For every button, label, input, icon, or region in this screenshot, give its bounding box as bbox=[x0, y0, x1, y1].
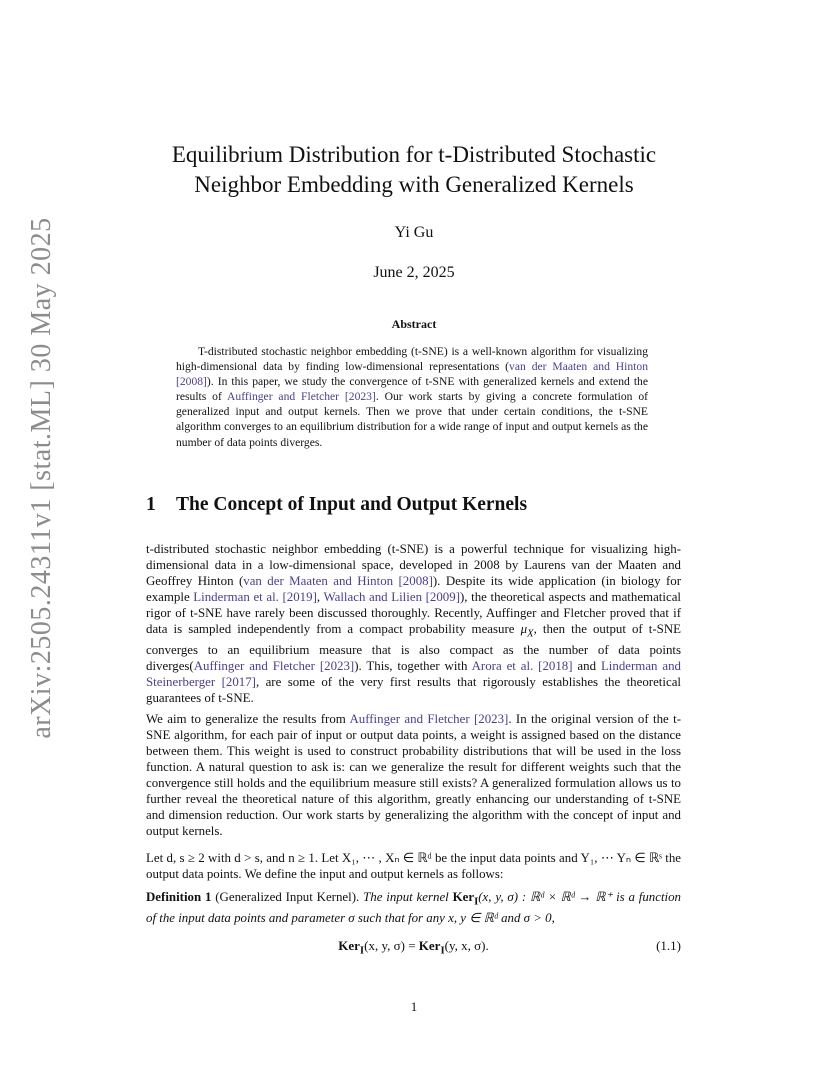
citation-link[interactable]: Auffinger and Fletcher [2023] bbox=[349, 712, 509, 726]
equation-args: (x, y, σ) = bbox=[364, 938, 419, 953]
kernel-symbol: Ker bbox=[418, 938, 441, 953]
kernel-subscript: I bbox=[440, 944, 445, 957]
equation-1-1 bbox=[146, 938, 681, 957]
kernel-symbol: Ker bbox=[338, 938, 360, 953]
citation-link[interactable]: Auffinger and Fletcher [2023] bbox=[193, 658, 355, 673]
text-part: . In the original version of the t-SNE algorithm, for each pair of input or output data points, a weight is assigned based on the distance between them. This weight is used to construct probability distributions that will be used in the loss function. A natural question to ask is: can we generalize the result for different weights such that the convergence still holds and the equilibrium measure still exists? A generalized formulation allows us to further reveal the theoretical nature of this algorithm, greatly enhancing our understanding of t-SNE and dimension reduction. Our work starts by generalizing the algorithm with the concept of input and output kernels. bbox=[146, 712, 681, 838]
equation-args: (y, x, σ). bbox=[444, 938, 489, 953]
paper-date: June 2, 2025 bbox=[373, 264, 455, 281]
definition-label: Definition 1 bbox=[146, 890, 212, 904]
text-part: and bbox=[572, 658, 601, 673]
citation-link[interactable]: Arora et al. [2018] bbox=[471, 658, 573, 673]
citation-link[interactable]: Auffinger and Fletcher [2023] bbox=[227, 390, 376, 404]
kernel-symbol: Ker bbox=[452, 890, 475, 904]
author-name: Yi Gu bbox=[394, 224, 434, 241]
equation-number: (1.1) bbox=[656, 938, 681, 953]
body-paragraph bbox=[146, 541, 681, 706]
abstract-text-part: ). In this paper, we study the convergence of t-SNE with generalized kernels and extend the results of bbox=[176, 375, 648, 404]
math-symbol: μ bbox=[520, 622, 528, 636]
kernel-subscript: I bbox=[359, 944, 365, 957]
text-part: We aim to generalize the results from bbox=[146, 712, 350, 726]
text-part: , then the output of t-SNE converges to an equilibrium measure that is also compact as the number of data points diverges( bbox=[146, 622, 682, 673]
abstract-text-part: . Our work starts by giving a concrete formulation of generalized input and output kernels. Then we prove that under certain conditions, the t-SNE algorithm converges to an equilibrium distribution for a wide range of input and output kernels as the number of data points diverges. bbox=[176, 390, 648, 449]
abstract-text-part: T-distributed stochastic neighbor embedding (t-SNE) is a well-known algorithm for visualizing high-dimensional data by finding low-dimensional representations ( bbox=[176, 345, 648, 374]
paper-title bbox=[140, 140, 688, 200]
definition-name: (Generalized Input Kernel). bbox=[215, 890, 360, 904]
citation-link[interactable]: van der Maaten and Hinton [2008] bbox=[176, 360, 648, 389]
definition-body: (x, y, σ) : ℝᵈ × ℝᵈ → ℝ⁺ is a function of the input data points and parameter σ such that for any x, y ∈ ℝᵈ and σ > 0, bbox=[146, 890, 681, 925]
section-heading bbox=[146, 494, 686, 516]
definition-intro: The input kernel bbox=[363, 890, 453, 904]
arxiv-sidebar-stamp bbox=[22, 217, 62, 739]
title-line-2: Neighbor Embedding with Generalized Kernels bbox=[194, 172, 634, 197]
abstract-text bbox=[176, 344, 648, 450]
body-paragraph bbox=[146, 711, 681, 839]
text-part: , are some of the very first results that rigorously establishes the theoretical guarantees of t-SNE. bbox=[146, 674, 681, 705]
citation-link[interactable]: Wallach and Lilien [2009] bbox=[323, 590, 460, 604]
citation-link[interactable]: Linderman and Steinerberger [2017] bbox=[146, 658, 681, 689]
abstract-heading: Abstract bbox=[391, 317, 437, 331]
citation-link[interactable]: Linderman et al. [2019] bbox=[193, 590, 317, 604]
text-part: ), the theoretical aspects and mathematical rigor of t-SNE have rarely been discussed thoroughly. Recently, Auffinger and Fletcher proved that if data is sampled independently from a compact probability measure bbox=[146, 590, 681, 636]
definition-block bbox=[146, 889, 681, 926]
math-subscript: X bbox=[527, 627, 534, 640]
title-line-1: Equilibrium Distribution for t-Distributed Stochastic bbox=[171, 142, 657, 167]
text-part: , bbox=[316, 590, 324, 604]
body-paragraph: Let d, s ≥ 2 with d > s, and n ≥ 1. Let X₁, ⋯ , Xₙ ∈ ℝᵈ be the input data points and Y₁, ⋯ Yₙ ∈ ℝˢ the output data points. We define the input and output kernels as follows: bbox=[146, 851, 681, 881]
text-part: t-distributed stochastic neighbor embedding (t-SNE) is a powerful technique for visualizing high-dimensional data in a low-dimensional space, developed in 2008 by Laurens van der Maaten and Geoffrey Hinton ( bbox=[146, 542, 681, 588]
section-title: The Concept of Input and Output Kernels bbox=[176, 494, 528, 515]
text-part: ). Despite its wide application (in biology for example bbox=[146, 574, 682, 604]
page-number: 1 bbox=[410, 999, 418, 1014]
kernel-subscript: I bbox=[474, 895, 479, 908]
text-part: ). This, together with bbox=[354, 658, 472, 673]
arxiv-id-label: arXiv:2505.24311v1 [stat.ML] 30 May 2025 bbox=[26, 217, 57, 739]
citation-link[interactable]: van der Maaten and Hinton [2008] bbox=[243, 574, 433, 588]
section-number: 1 bbox=[146, 494, 156, 515]
